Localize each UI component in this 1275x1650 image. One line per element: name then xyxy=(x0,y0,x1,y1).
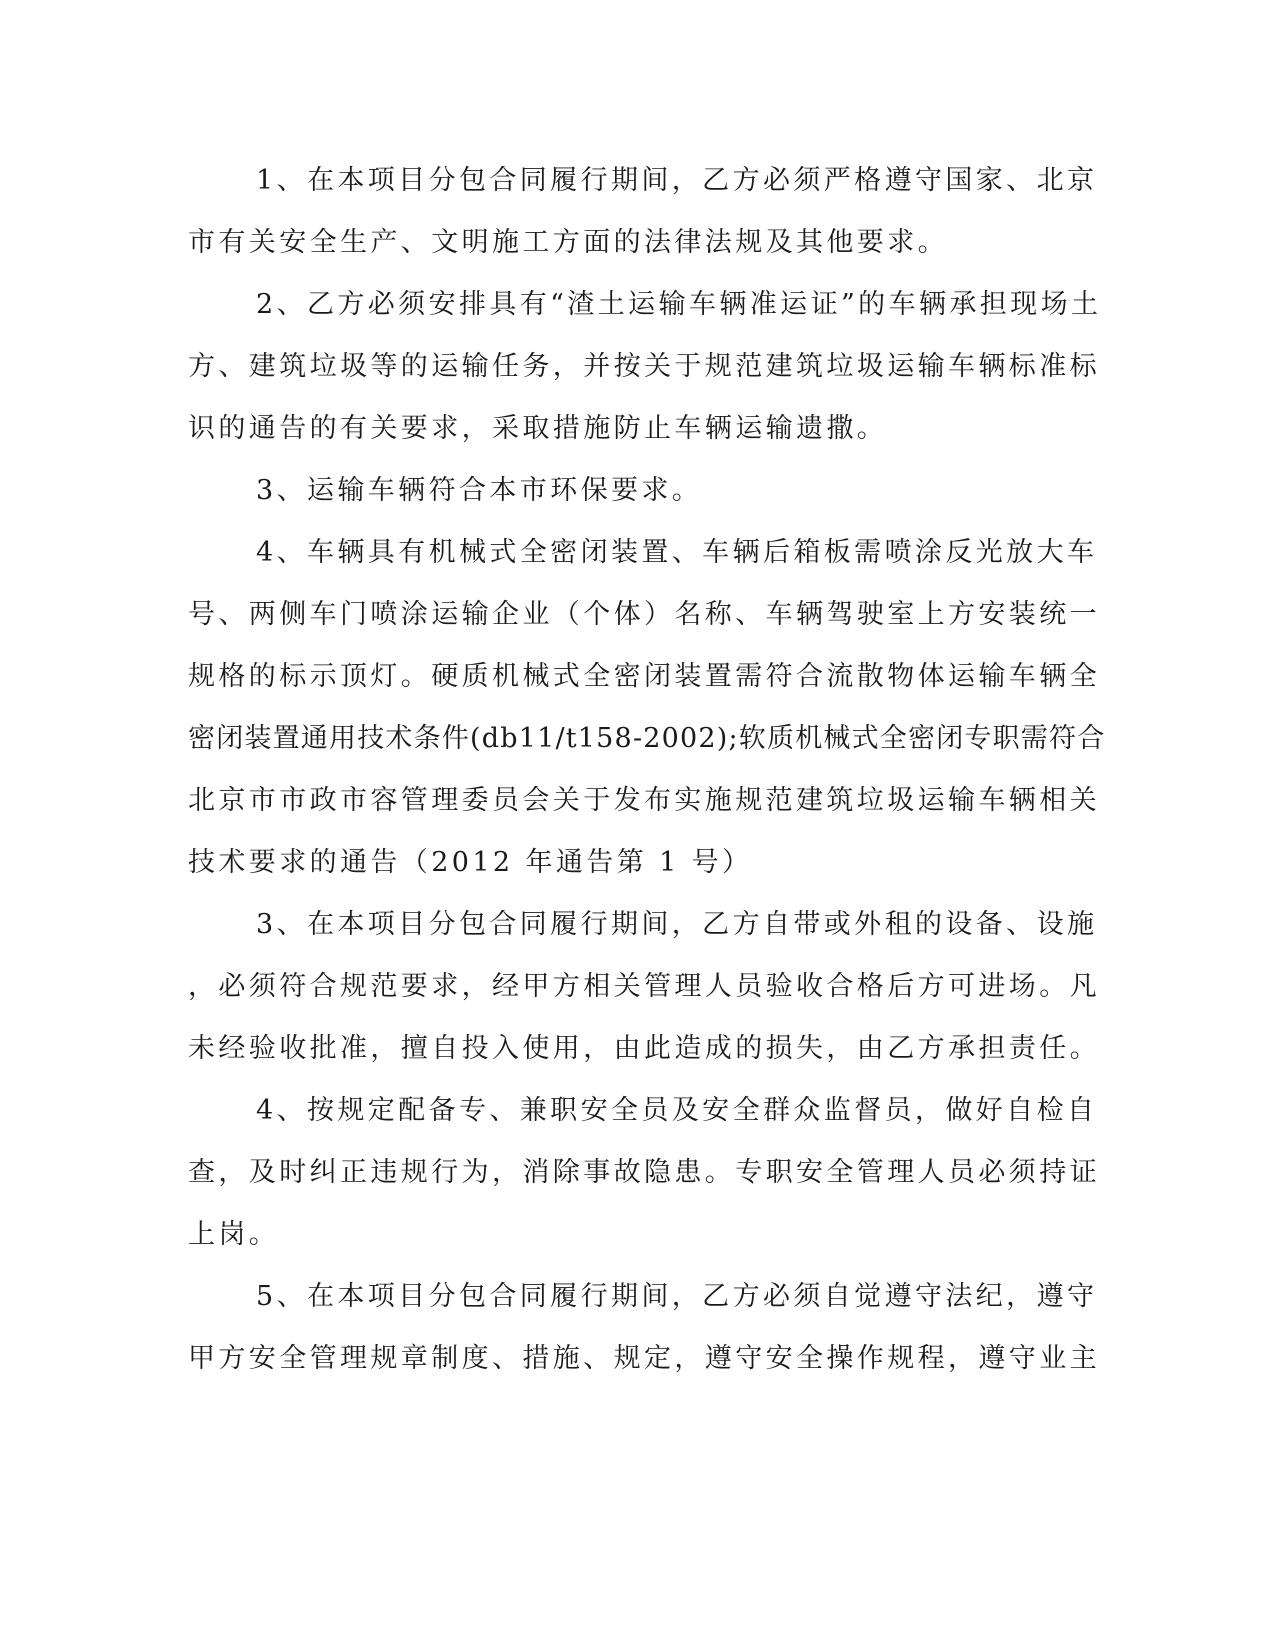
paragraph-line: 未经验收批准，擅自投入使用，由此造成的损失，由乙方承担责任。 xyxy=(188,1033,1100,1064)
paragraph-line: 查，及时纠正违规行为，消除事故隐患。专职安全管理人员必须持证 xyxy=(188,1157,1100,1188)
paragraph-line: 识的通告的有关要求，采取措施防止车辆运输遗撒。 xyxy=(188,413,888,444)
paragraph-line: 密闭装置通用技术条件(db11/t158-2002);软质机械式全密闭专职需符合 xyxy=(188,723,1106,754)
paragraph-5 xyxy=(188,894,1100,1080)
paragraph-line: 甲方安全管理规章制度、措施、规定，遵守安全操作规程，遵守业主 xyxy=(188,1343,1100,1374)
paragraph-line: 4、车辆具有机械式全密闭装置、车辆后箱板需喷涂反光放大车 xyxy=(256,537,1098,568)
paragraph-7 xyxy=(188,1266,1100,1390)
paragraph-line: 2、乙方必须安排具有“渣土运输车辆准运证”的车辆承担现场土 xyxy=(256,289,1102,320)
paragraph-line: 5、在本项目分包合同履行期间，乙方必须自觉遵守法纪，遵守 xyxy=(256,1281,1098,1312)
paragraph-line: 市有关安全生产、文明施工方面的法律法规及其他要求。 xyxy=(188,227,948,258)
paragraph-line: 1、在本项目分包合同履行期间，乙方必须严格遵守国家、北京 xyxy=(256,165,1098,196)
paragraph-line: 北京市市政市容管理委员会关于发布实施规范建筑垃圾运输车辆相关 xyxy=(188,785,1100,816)
paragraph-line: 上岗。 xyxy=(188,1219,280,1250)
paragraph-line: 4、按规定配备专、兼职安全员及安全群众监督员，做好自检自 xyxy=(256,1095,1098,1126)
paragraph-4 xyxy=(188,522,1106,894)
paragraph-6 xyxy=(188,1080,1100,1266)
paragraph-3 xyxy=(188,460,1068,522)
paragraph-line: 技术要求的通告（2012 年通告第 1 号） xyxy=(188,847,753,878)
paragraph-line: 3、在本项目分包合同履行期间，乙方自带或外租的设备、设施 xyxy=(256,909,1098,940)
paragraph-line: 规格的标示顶灯。硬质机械式全密闭装置需符合流散物体运输车辆全 xyxy=(188,661,1100,692)
document-body xyxy=(188,150,1106,1390)
paragraph-line: 号、两侧车门喷涂运输企业（个体）名称、车辆驾驶室上方安装统一 xyxy=(188,599,1100,630)
paragraph-line: 方、建筑垃圾等的运输任务，并按关于规范建筑垃圾运输车辆标准标 xyxy=(188,351,1100,382)
paragraph-line: 3、运输车辆符合本市环保要求。 xyxy=(256,475,703,506)
paragraph-2 xyxy=(188,274,1102,460)
paragraph-1 xyxy=(188,150,1098,274)
paragraph-line: ，必须符合规范要求，经甲方相关管理人员验收合格后方可进场。凡 xyxy=(188,971,1100,1002)
